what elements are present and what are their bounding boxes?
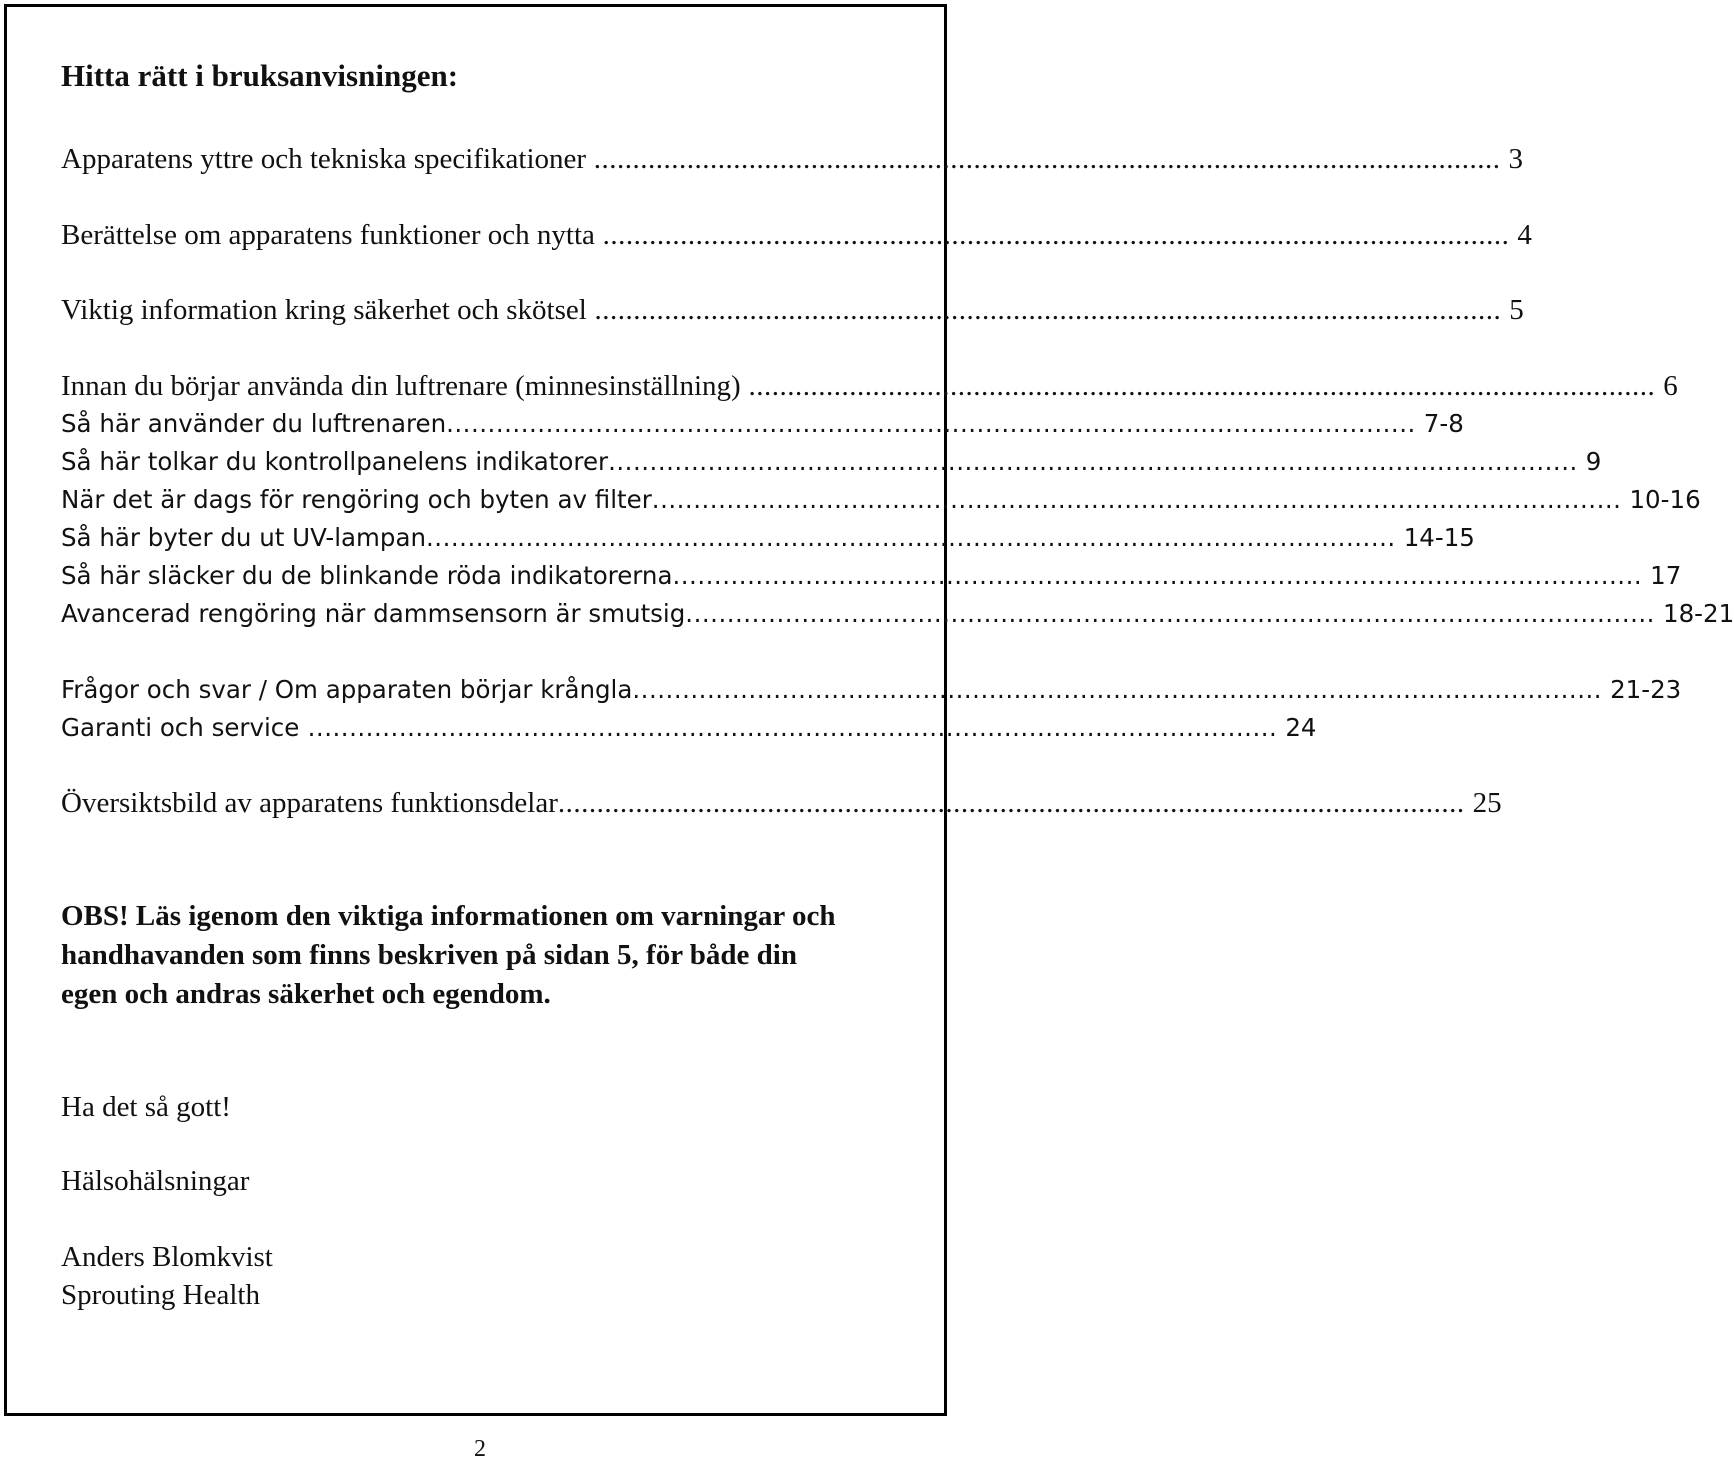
toc-entry[interactable] <box>61 519 1475 557</box>
toc-leader-dots: ..................................................................................................................... <box>740 370 1656 402</box>
toc-entry[interactable] <box>61 557 1682 595</box>
closing-regards: Hälsohälsningar <box>61 1165 250 1197</box>
toc-entry[interactable] <box>61 443 1602 481</box>
toc-entry-page: 5 <box>1509 294 1524 326</box>
toc-leader-dots: ..................................................................................................................... <box>586 294 1502 326</box>
toc-leader-dots: ..................................................................................................................... <box>557 787 1465 819</box>
toc-entry[interactable] <box>61 367 1678 405</box>
notice-line: egen och andras säkerhet och egendom. <box>61 978 551 1010</box>
toc-leader-dots: ..................................................................................................................... <box>651 485 1622 514</box>
toc-entry-page: 3 <box>1508 143 1524 175</box>
toc-leader-dots: ..................................................................................................................... <box>446 409 1416 438</box>
toc-entry-page: 4 <box>1517 219 1532 251</box>
toc-entry[interactable] <box>61 595 1734 633</box>
toc-leader-dots: ..................................................................................................................... <box>299 713 1278 742</box>
toc-entry-label: Översiktsbild av apparatens funktionsdelar <box>61 787 558 819</box>
toc-leader-dots: ..................................................................................................................... <box>632 675 1603 704</box>
toc-entry-label: När det är dags för rengöring och byten av filter <box>61 485 652 514</box>
toc-entry-page: 7-8 <box>1423 409 1464 438</box>
signature-company: Sprouting Health <box>61 1279 260 1311</box>
toc-entry-label: Innan du börjar använda din luftrenare (minnesinställning) <box>61 370 741 402</box>
toc-entry-label: Så här tolkar du kontrollpanelens indikatorer <box>61 447 609 476</box>
toc-entry[interactable] <box>61 784 1502 822</box>
toc-entry-label: Garanti och service <box>61 713 300 742</box>
toc-entry-label: Berättelse om apparatens funktioner och nytta <box>61 219 595 251</box>
toc-leader-dots: ..................................................................................................................... <box>685 599 1655 628</box>
toc-entry[interactable] <box>61 671 1682 709</box>
signature-name: Anders Blomkvist <box>61 1241 273 1273</box>
toc-entry-label: Viktig information kring säkerhet och skötsel <box>61 294 587 326</box>
toc-entry-page: 24 <box>1285 713 1317 742</box>
toc-entry-page: 10-16 <box>1629 485 1701 514</box>
notice-line: handhavanden som finns beskriven på sidan 5, för både din <box>61 939 797 971</box>
toc-entry-label: Så här byter du ut UV-lampan <box>61 523 427 552</box>
closing-greeting: Ha det så gott! <box>61 1091 231 1123</box>
toc-entry-page: 6 <box>1663 370 1678 402</box>
toc-entry-page: 18-21 <box>1662 599 1734 628</box>
toc-entry[interactable] <box>61 709 1317 747</box>
toc-entry-page: 17 <box>1650 561 1682 590</box>
toc-entry-label: Så här använder du luftrenaren <box>61 409 447 438</box>
notice-text <box>61 897 911 1014</box>
toc-entry[interactable] <box>61 405 1464 443</box>
toc-entry-label: Avancerad rengöring när dammsensorn är smutsig <box>61 599 686 628</box>
toc-entry-label: Så här släcker du de blinkande röda indikatorerna <box>61 561 673 590</box>
page-title: Hitta rätt i bruksanvisningen: <box>61 58 459 93</box>
toc-entry-label: Frågor och svar / Om apparaten börjar krångla <box>61 675 633 704</box>
toc-entry-page: 21-23 <box>1610 675 1682 704</box>
toc-entry-page: 9 <box>1585 447 1602 476</box>
notice-line: OBS! Läs igenom den viktiga informationen om varningar och <box>61 900 836 932</box>
toc-entry[interactable] <box>61 140 1524 178</box>
toc-entry[interactable] <box>61 481 1701 519</box>
toc-entry-page: 14-15 <box>1403 523 1475 552</box>
toc-leader-dots: ..................................................................................................................... <box>426 523 1396 552</box>
toc-leader-dots: ..................................................................................................................... <box>608 447 1578 476</box>
toc-entry[interactable] <box>61 291 1524 329</box>
toc-leader-dots: ..................................................................................................................... <box>672 561 1643 590</box>
toc-entry-label: Apparatens yttre och tekniska specifikationer <box>61 143 587 175</box>
toc-leader-dots: ..................................................................................................................... <box>594 219 1510 251</box>
toc-entry[interactable] <box>61 216 1532 254</box>
page-number: 2 <box>474 1436 486 1462</box>
toc-leader-dots: ..................................................................................................................... <box>586 143 1501 175</box>
toc-entry-page: 25 <box>1472 787 1502 819</box>
